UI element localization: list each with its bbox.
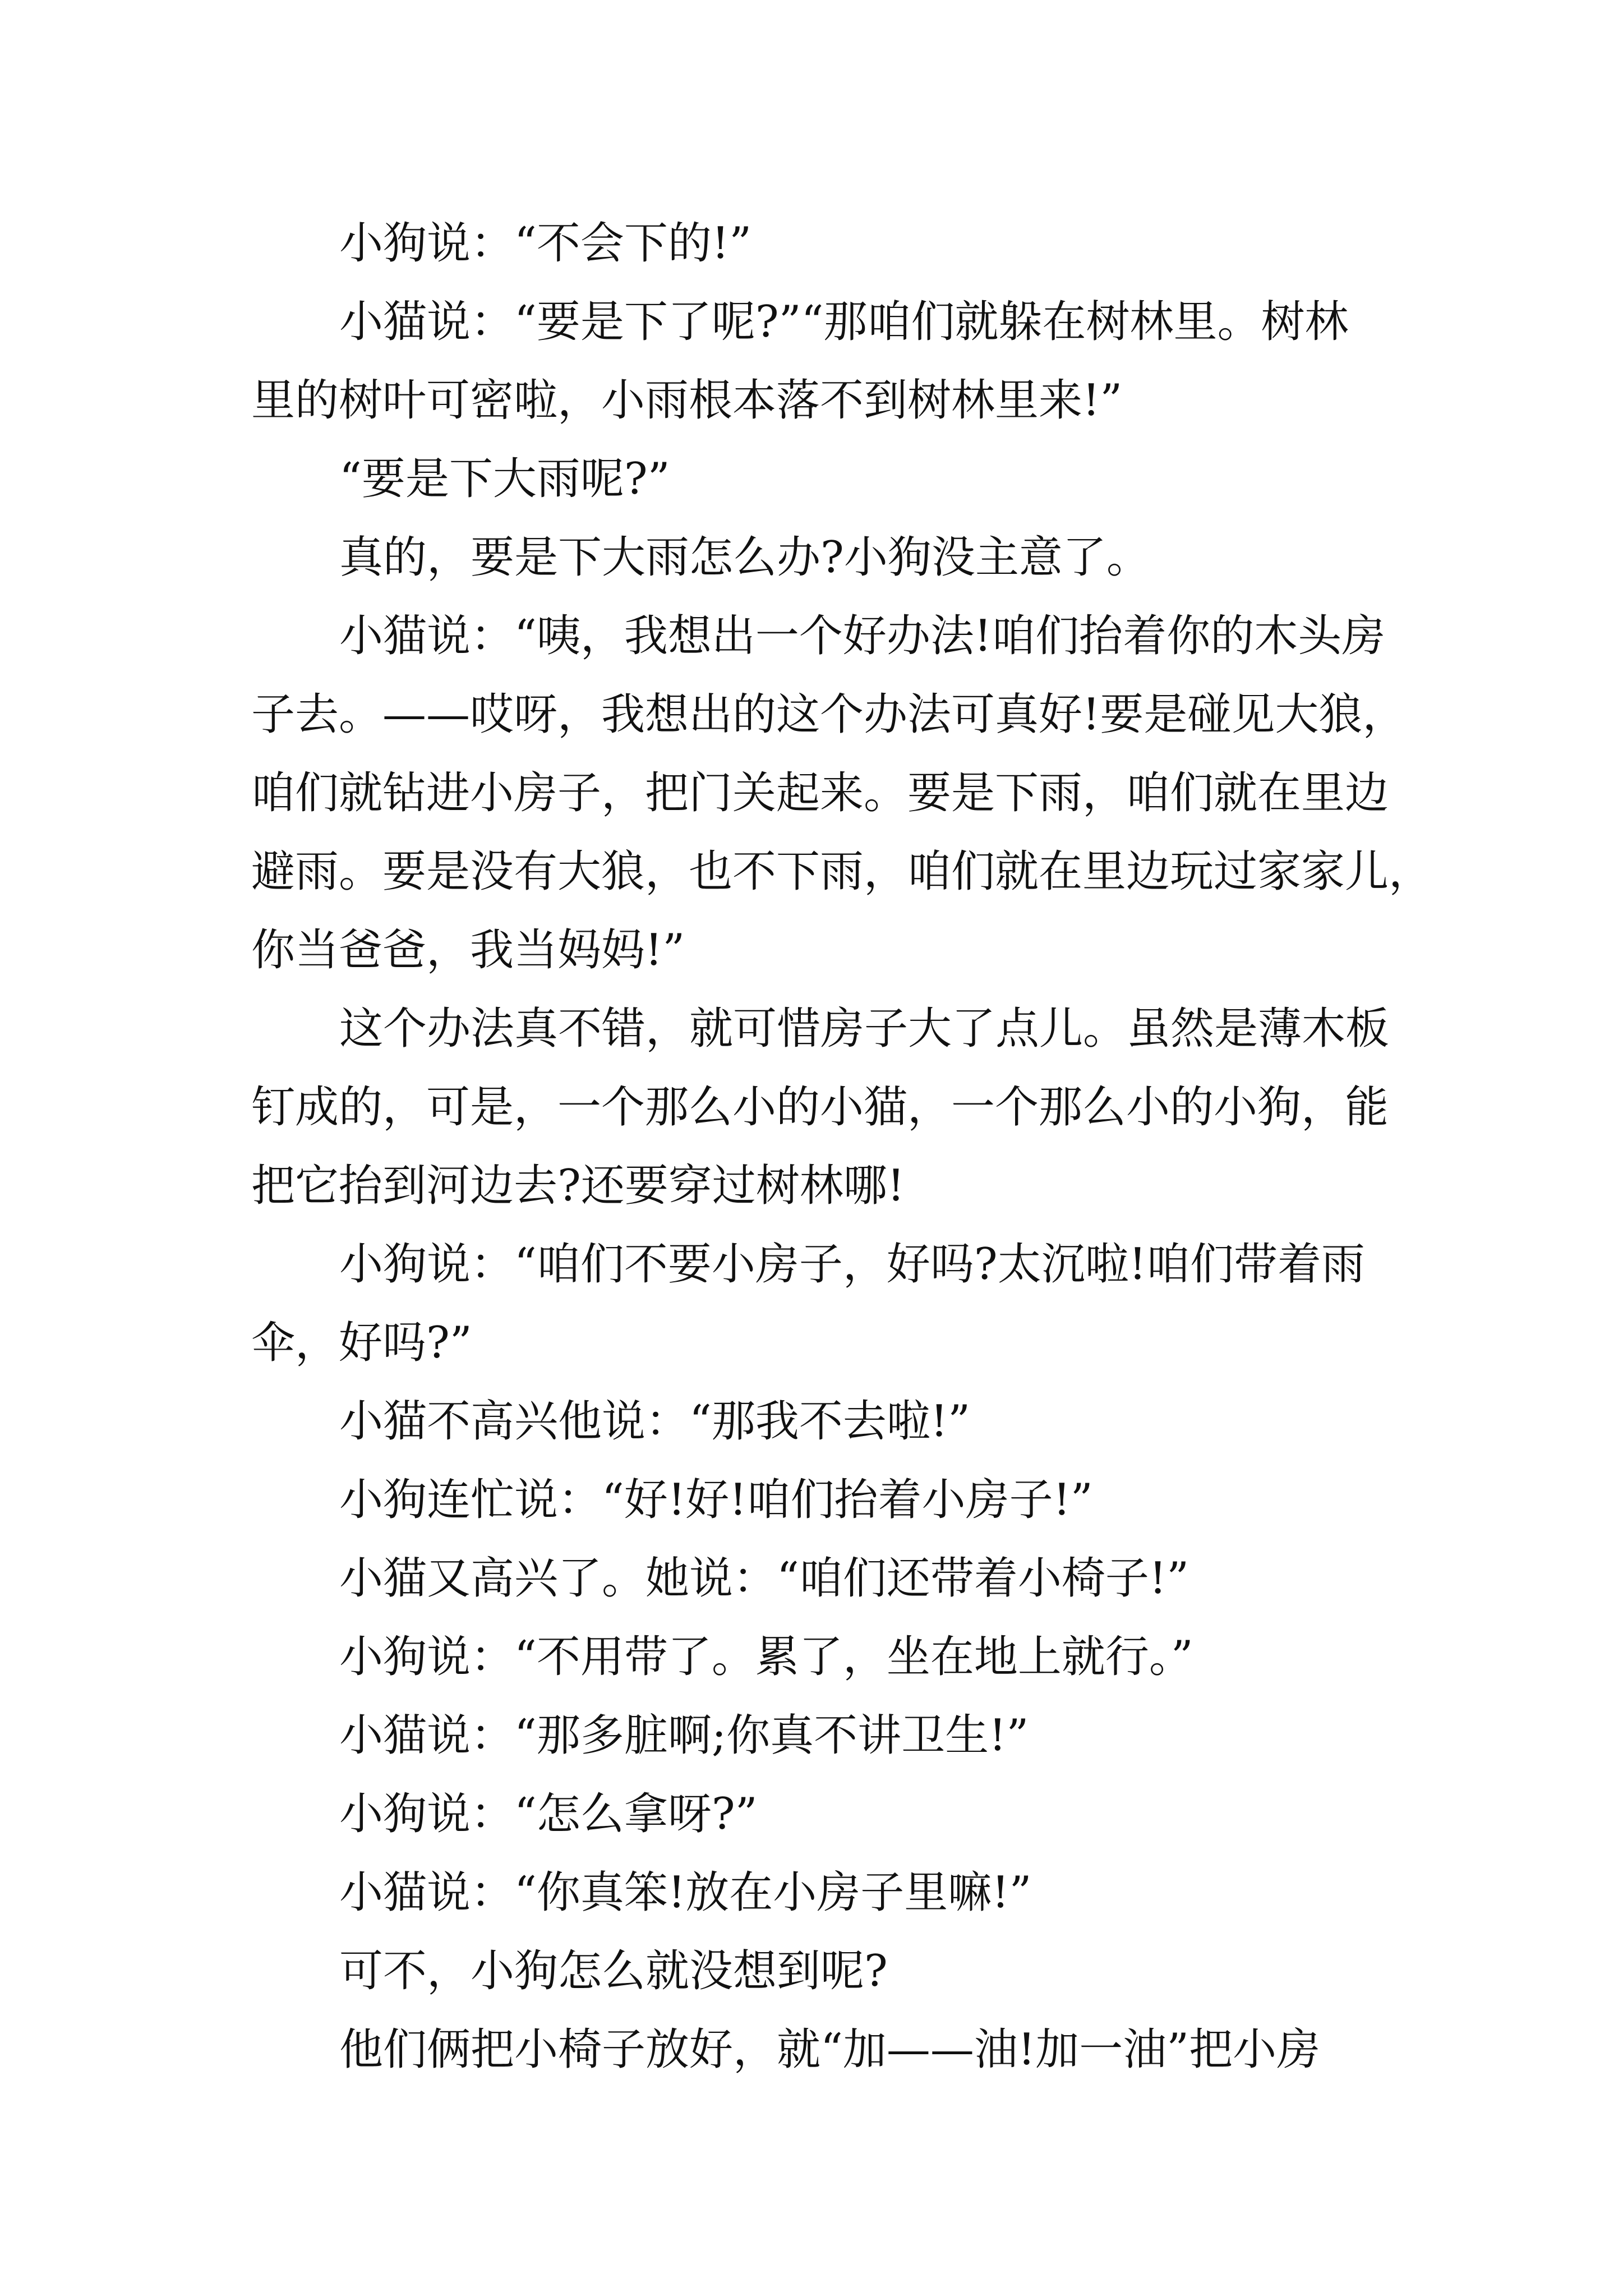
story-text xyxy=(251,204,1485,2089)
text-line: 咱们就钻进小房子，把门关起来。要是下雨，咱们就在里边 xyxy=(251,768,1389,818)
text-line: 小猫说：“那多脏啊;你真不讲卫生!” xyxy=(339,1710,1029,1761)
text-line: 小猫说：“咦，我想出一个好办法!咱们抬着你的木头房 xyxy=(339,611,1386,661)
text-line: 小猫说：“要是下了呢?”“那咱们就躲在树林里。树林 xyxy=(339,297,1349,347)
paragraph xyxy=(251,597,1485,990)
text-line: 你当爸爸，我当妈妈!” xyxy=(251,925,685,976)
paragraph xyxy=(251,1382,1485,1461)
paragraph xyxy=(251,990,1485,1225)
paragraph xyxy=(251,1618,1485,1696)
text-line: 小猫说：“你真笨!放在小房子里嘛!” xyxy=(339,1867,1032,1918)
paragraph xyxy=(251,1696,1485,1775)
text-line: 里的树叶可密啦，小雨根本落不到树林里来!” xyxy=(251,375,1123,426)
text-line: 可不，小狗怎么就没想到呢? xyxy=(339,1946,888,1996)
paragraph xyxy=(251,1853,1485,1932)
text-line: 伞，好吗?” xyxy=(251,1318,472,1368)
paragraph xyxy=(251,1932,1485,2010)
text-line: “要是下大雨呢?” xyxy=(339,454,670,504)
text-line: 避雨。要是没有大狼，也不下雨，咱们就在里边玩过家家儿， xyxy=(251,846,1433,897)
text-line: 这个办法真不错，就可惜房子大了点儿。虽然是薄木板 xyxy=(339,1004,1390,1054)
paragraph xyxy=(251,1775,1485,1853)
text-line: 子去。——哎呀，我想出的这个办法可真好!要是碰见大狼， xyxy=(251,689,1407,740)
text-line: 小猫不高兴他说：“那我不去啦!” xyxy=(339,1396,971,1447)
text-line: 小狗说：“咱们不要小房子，好吗?太沉啦!咱们带着雨 xyxy=(339,1239,1366,1290)
paragraph xyxy=(251,204,1485,283)
text-line: 小狗说：“怎么拿呀?” xyxy=(339,1789,758,1839)
paragraph xyxy=(251,518,1485,597)
text-line: 钉成的，可是，一个那么小的小猫，一个那么小的小狗，能 xyxy=(251,1082,1389,1133)
text-line: 把它抬到河边去?还要穿过树林哪! xyxy=(251,1161,905,1211)
text-line: 小狗说：“不会下的!” xyxy=(339,218,752,269)
paragraph xyxy=(251,2010,1485,2089)
text-line: 小狗连忙说：“好!好!咱们抬着小房子!” xyxy=(339,1475,1093,1525)
paragraph xyxy=(251,283,1485,440)
paragraph xyxy=(251,1539,1485,1618)
text-line: 真的，要是下大雨怎么办?小狗没主意了。 xyxy=(339,532,1150,583)
text-line: 小狗说：“不用带了。累了，坐在地上就行。” xyxy=(339,1632,1193,1682)
text-line: 小猫又高兴了。她说：“咱们还带着小椅子!” xyxy=(339,1553,1189,1604)
paragraph xyxy=(251,440,1485,518)
text-line: 他们俩把小椅子放好，就“加——油!加一油”把小房 xyxy=(339,2024,1321,2075)
paragraph xyxy=(251,1225,1485,1382)
paragraph xyxy=(251,1461,1485,1539)
